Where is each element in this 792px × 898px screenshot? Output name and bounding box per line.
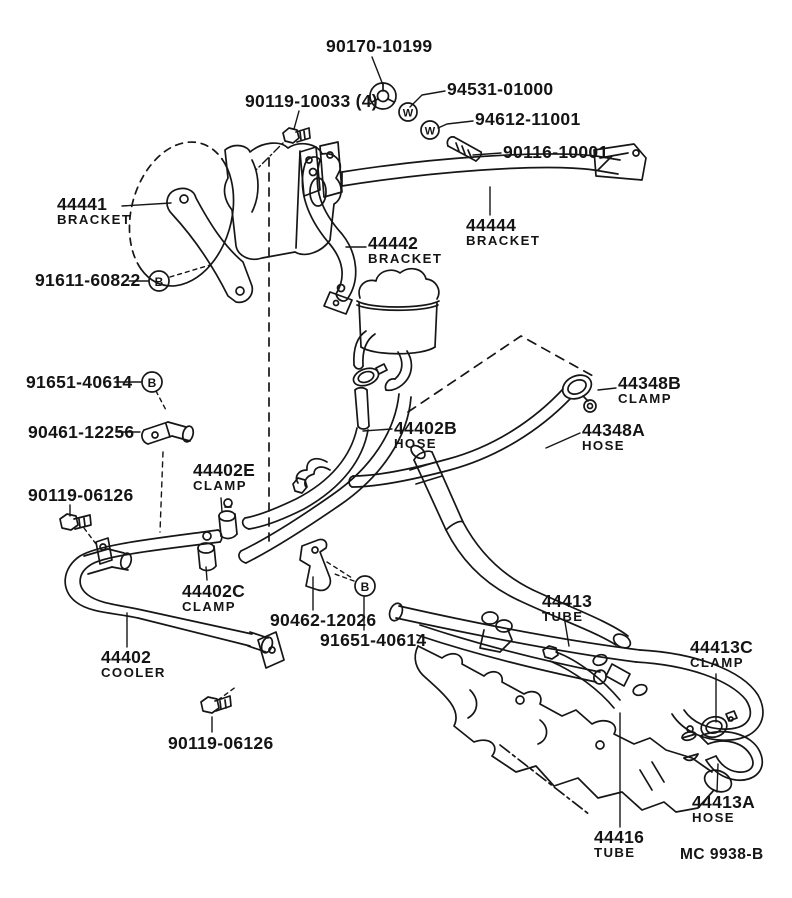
label-90119-06126-lower: 90119-06126: [168, 733, 274, 753]
label-44402: 44402 COOLER: [101, 647, 166, 681]
label-44442: 44442 BRACKET: [368, 233, 443, 267]
label-90461-12256: 90461-12256: [28, 422, 135, 442]
hose-44348a-drawing: [349, 389, 570, 487]
washer-94531-drawing: [399, 103, 417, 121]
bolt-90119-06126-upper-drawing: [60, 514, 91, 530]
label-44402c: 44402C CLAMP: [182, 581, 246, 615]
bolt-marker-91651-upper: [142, 372, 162, 392]
coupling-90461-drawing: [142, 422, 195, 444]
label-91651-40614-lower: 91651-40614: [320, 630, 427, 650]
bolt-mark: B: [147, 376, 157, 390]
washer-mark: W: [424, 125, 436, 138]
label-91651-40614-upper: 91651-40614: [26, 372, 133, 392]
label-94531-01000: 94531-01000: [447, 79, 554, 99]
label-44348b: 44348B CLAMP: [618, 373, 682, 407]
bolt-marker-91651-lower: [355, 576, 375, 596]
label-44444: 44444 BRACKET: [466, 215, 541, 249]
label-44348a: 44348A HOSE: [582, 420, 646, 454]
bracket-90462-drawing: [300, 539, 330, 590]
bolt-90119-06126-lower-drawing: [201, 696, 231, 713]
label-90119-06126-upper: 90119-06126: [28, 485, 134, 505]
washer-94612-drawing: [421, 121, 439, 139]
label-90462-12026: 90462-12026: [270, 610, 377, 630]
label-44416: 44416 TUBE: [594, 827, 645, 861]
bolt-90119-10033-drawing: [283, 128, 310, 143]
label-44441: 44441 BRACKET: [57, 194, 132, 228]
label-44402e: 44402E CLAMP: [193, 460, 256, 494]
reservoir-drawing: [351, 269, 439, 429]
label-90116-10001: 90116-10001: [503, 142, 609, 162]
label-44402b: 44402B HOSE: [394, 418, 458, 452]
label-44413a: 44413A HOSE: [692, 792, 756, 826]
label-44413c: 44413C CLAMP: [690, 637, 754, 671]
cooler-44402-drawing: [65, 530, 284, 668]
clamp-44402c-drawing: [198, 532, 216, 570]
figure-code: MC 9938-B: [680, 846, 764, 863]
bolt-mark: B: [360, 580, 370, 594]
washer-mark: W: [402, 107, 414, 120]
bracket-44442-drawing: [302, 157, 355, 314]
label-94612-11001: 94612-11001: [475, 109, 581, 129]
label-91611-60822: 91611-60822: [35, 270, 141, 290]
bolt-mark: B: [154, 275, 164, 289]
label-90119-10033: 90119-10033 (4): [245, 91, 378, 111]
label-90170-10199: 90170-10199: [326, 36, 433, 56]
label-44413: 44413 TUBE: [542, 591, 593, 625]
